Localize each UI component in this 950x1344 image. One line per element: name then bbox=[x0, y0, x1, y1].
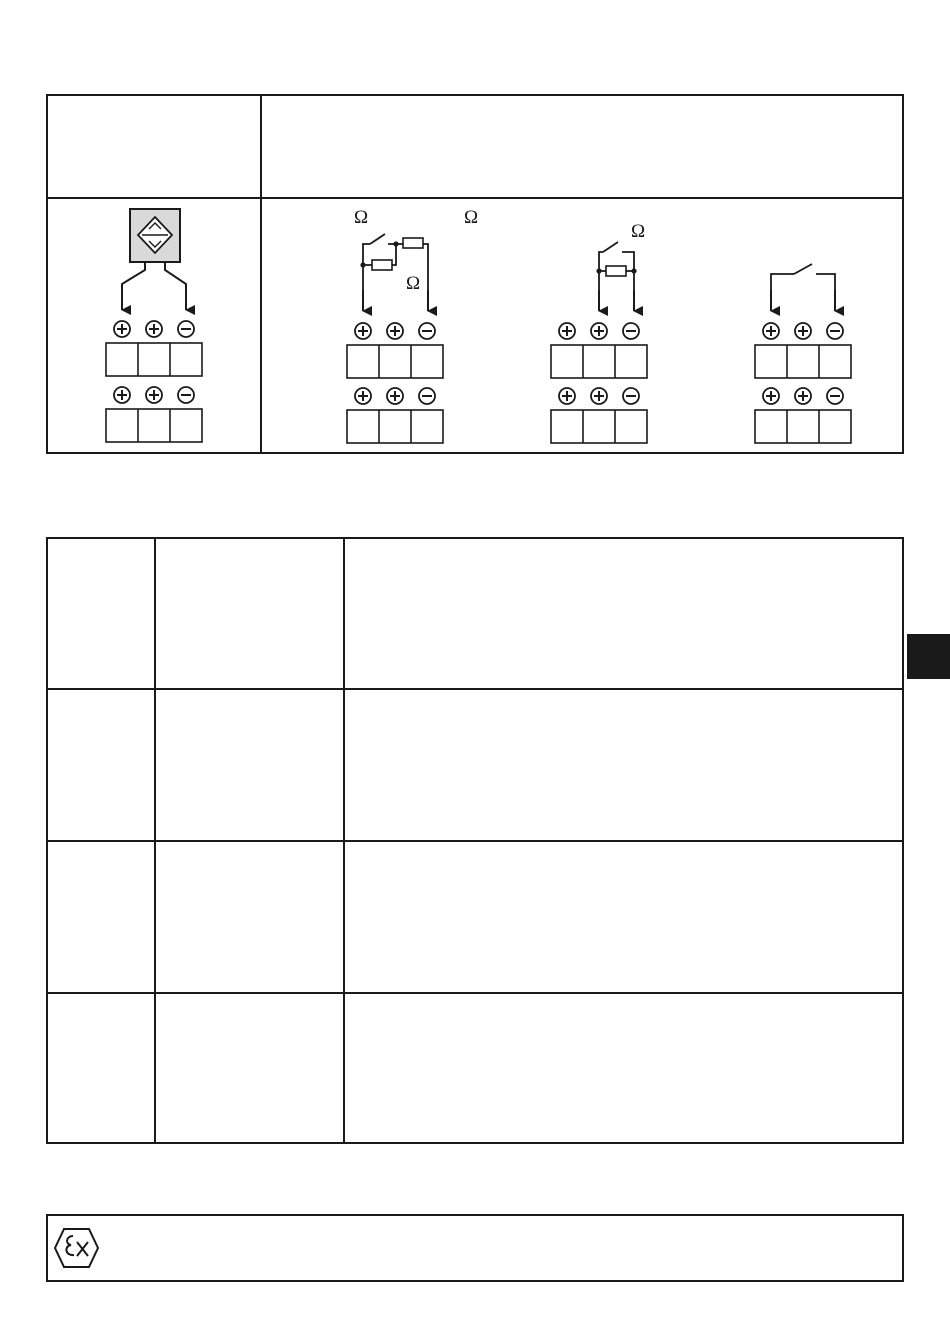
switch-circuit-4 bbox=[771, 264, 835, 310]
table2-row-border-1 bbox=[46, 688, 904, 690]
footer-left-border bbox=[46, 1214, 48, 1282]
terminal-signs-c1-a bbox=[114, 321, 194, 337]
omega-label-3: Ω bbox=[406, 273, 421, 294]
terminal-signs-c3-b bbox=[559, 388, 639, 404]
terminal-signs-c2-b bbox=[355, 388, 435, 404]
terminal-signs-c4-b bbox=[763, 388, 843, 404]
table2-col-divider-2 bbox=[343, 537, 345, 1144]
terminal-signs-c1-b bbox=[114, 387, 194, 403]
footer-top-border bbox=[46, 1214, 904, 1216]
table2-left-border bbox=[46, 537, 48, 1144]
table2-bottom-border bbox=[46, 1142, 904, 1144]
terminal-block-c4-b bbox=[755, 410, 851, 443]
terminal-block-c4-a bbox=[755, 345, 851, 378]
switch-resistor-circuit-3 bbox=[599, 242, 634, 310]
sensor-lead-right bbox=[165, 262, 186, 310]
terminal-signs-c3-a bbox=[559, 323, 639, 339]
sensor-lead-left bbox=[122, 262, 145, 310]
footer-bottom-border bbox=[46, 1280, 904, 1282]
table2-row-border-2 bbox=[46, 840, 904, 842]
table2-right-border bbox=[902, 537, 904, 1144]
sensor-symbol bbox=[130, 209, 180, 262]
terminal-block-c3-a bbox=[551, 345, 647, 378]
terminal-block-c1-b bbox=[106, 409, 202, 442]
terminal-signs-c2-a bbox=[355, 323, 435, 339]
table2-row-border-3 bbox=[46, 992, 904, 994]
omega-label-1: Ω bbox=[354, 207, 369, 228]
omega-label-4: Ω bbox=[631, 221, 646, 242]
terminal-block-c2-b bbox=[347, 410, 443, 443]
terminal-signs-c4-a bbox=[763, 323, 843, 339]
terminal-block-c2-a bbox=[347, 345, 443, 378]
omega-label-2: Ω bbox=[464, 207, 479, 228]
side-tab-marker bbox=[907, 634, 950, 679]
ex-explosion-protection-icon bbox=[55, 1229, 98, 1267]
table2-top-border bbox=[46, 537, 904, 539]
terminal-block-c1-a bbox=[106, 343, 202, 376]
table2-col-divider-1 bbox=[154, 537, 156, 1144]
terminal-block-c3-b bbox=[551, 410, 647, 443]
footer-right-border bbox=[902, 1214, 904, 1282]
